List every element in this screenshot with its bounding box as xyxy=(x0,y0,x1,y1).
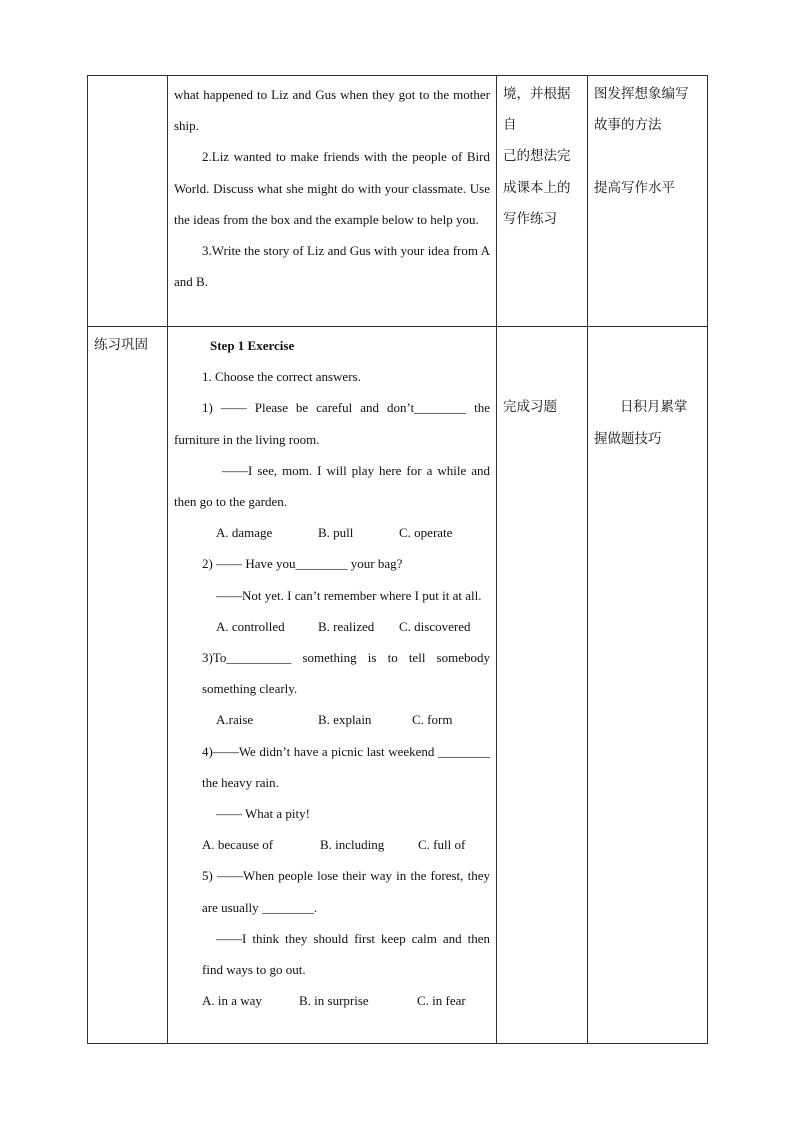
text-line: 图发挥想象编写 xyxy=(594,86,689,102)
options-3 xyxy=(174,704,490,735)
option: B. including xyxy=(320,837,385,853)
option: B. pull xyxy=(318,525,354,541)
question-3: 3)To__________ something is to tell somebody something clearly. xyxy=(202,650,490,697)
option: C. in fear xyxy=(417,993,466,1009)
text-line: 写作练习 xyxy=(503,210,557,227)
text-line: 日积月累掌 xyxy=(620,399,688,416)
spacer xyxy=(594,141,701,172)
option: A. because of xyxy=(202,837,274,853)
answer-line: —— What a pity! xyxy=(216,806,310,822)
step-title: Step 1 Exercise xyxy=(210,338,295,353)
question-2: 2) —— Have you________ your bag? xyxy=(202,556,403,572)
question-4: 4)——We didn’t have a picnic last weekend ________ the heavy rain. xyxy=(202,743,490,790)
option: A. controlled xyxy=(216,618,285,634)
option: C. form xyxy=(412,712,453,728)
spacer xyxy=(594,330,701,392)
option: A.raise xyxy=(216,712,254,728)
question-5: 5) ——When people lose their way in the forest, they are usually ________. xyxy=(202,868,490,915)
options-4 xyxy=(174,829,490,860)
paragraph: 3.Write the story of Liz and Gus with your idea from A and B. xyxy=(174,243,490,290)
option: B. in surprise xyxy=(299,993,369,1009)
row2-stage xyxy=(88,327,168,1044)
options-5 xyxy=(174,985,490,1016)
options-1 xyxy=(174,517,490,548)
text-line: 境，并根据自 xyxy=(503,86,571,134)
row2-content xyxy=(168,327,497,1044)
option: B. realized xyxy=(318,618,375,634)
table-row xyxy=(88,327,708,1044)
text-line: 握做题技巧 xyxy=(594,430,662,447)
text-line: 故事的方法 xyxy=(594,117,662,134)
text-line: 成课本上的 xyxy=(503,179,571,196)
text-line: 己的想法完 xyxy=(503,148,571,165)
row1-purpose xyxy=(588,76,708,327)
row1-col1 xyxy=(88,76,168,327)
row2-purpose xyxy=(588,327,708,1044)
options-2 xyxy=(174,611,490,642)
paragraph: 2.Liz wanted to make friends with the people of Bird World. Discuss what she might do with your classmate. Use the ideas from the box and the example below to help you. xyxy=(174,149,490,227)
answer-line: ——I see, mom. I will play here for a while and then go to the garden. xyxy=(174,462,490,510)
instruction: 1. Choose the correct answers. xyxy=(202,369,361,385)
option: C. operate xyxy=(399,525,453,541)
option: C. full of xyxy=(418,837,466,853)
option: A. damage xyxy=(216,525,273,541)
table-row xyxy=(88,76,708,327)
activity-label: 完成习题 xyxy=(503,399,557,416)
lesson-plan-table xyxy=(87,75,708,1044)
row1-content xyxy=(168,76,497,327)
option: C. discovered xyxy=(399,618,471,634)
text-line: 提高写作水平 xyxy=(594,179,675,196)
answer-line: ——Not yet. I can’t remember where I put it at all. xyxy=(216,587,482,603)
question-1: 1) —— Please be careful and don’t________ the furniture in the living room. xyxy=(174,400,490,447)
spacer xyxy=(503,330,581,392)
answer-line: ——I think they should first keep calm and then find ways to go out. xyxy=(202,930,490,978)
row2-activity xyxy=(497,327,588,1044)
option: B. explain xyxy=(318,712,372,728)
row1-activity xyxy=(497,76,588,327)
stage-label: 练习巩固 xyxy=(94,337,148,353)
option: A. in a way xyxy=(202,993,262,1009)
paragraph: what happened to Liz and Gus when they got to the mother ship. xyxy=(174,87,490,134)
